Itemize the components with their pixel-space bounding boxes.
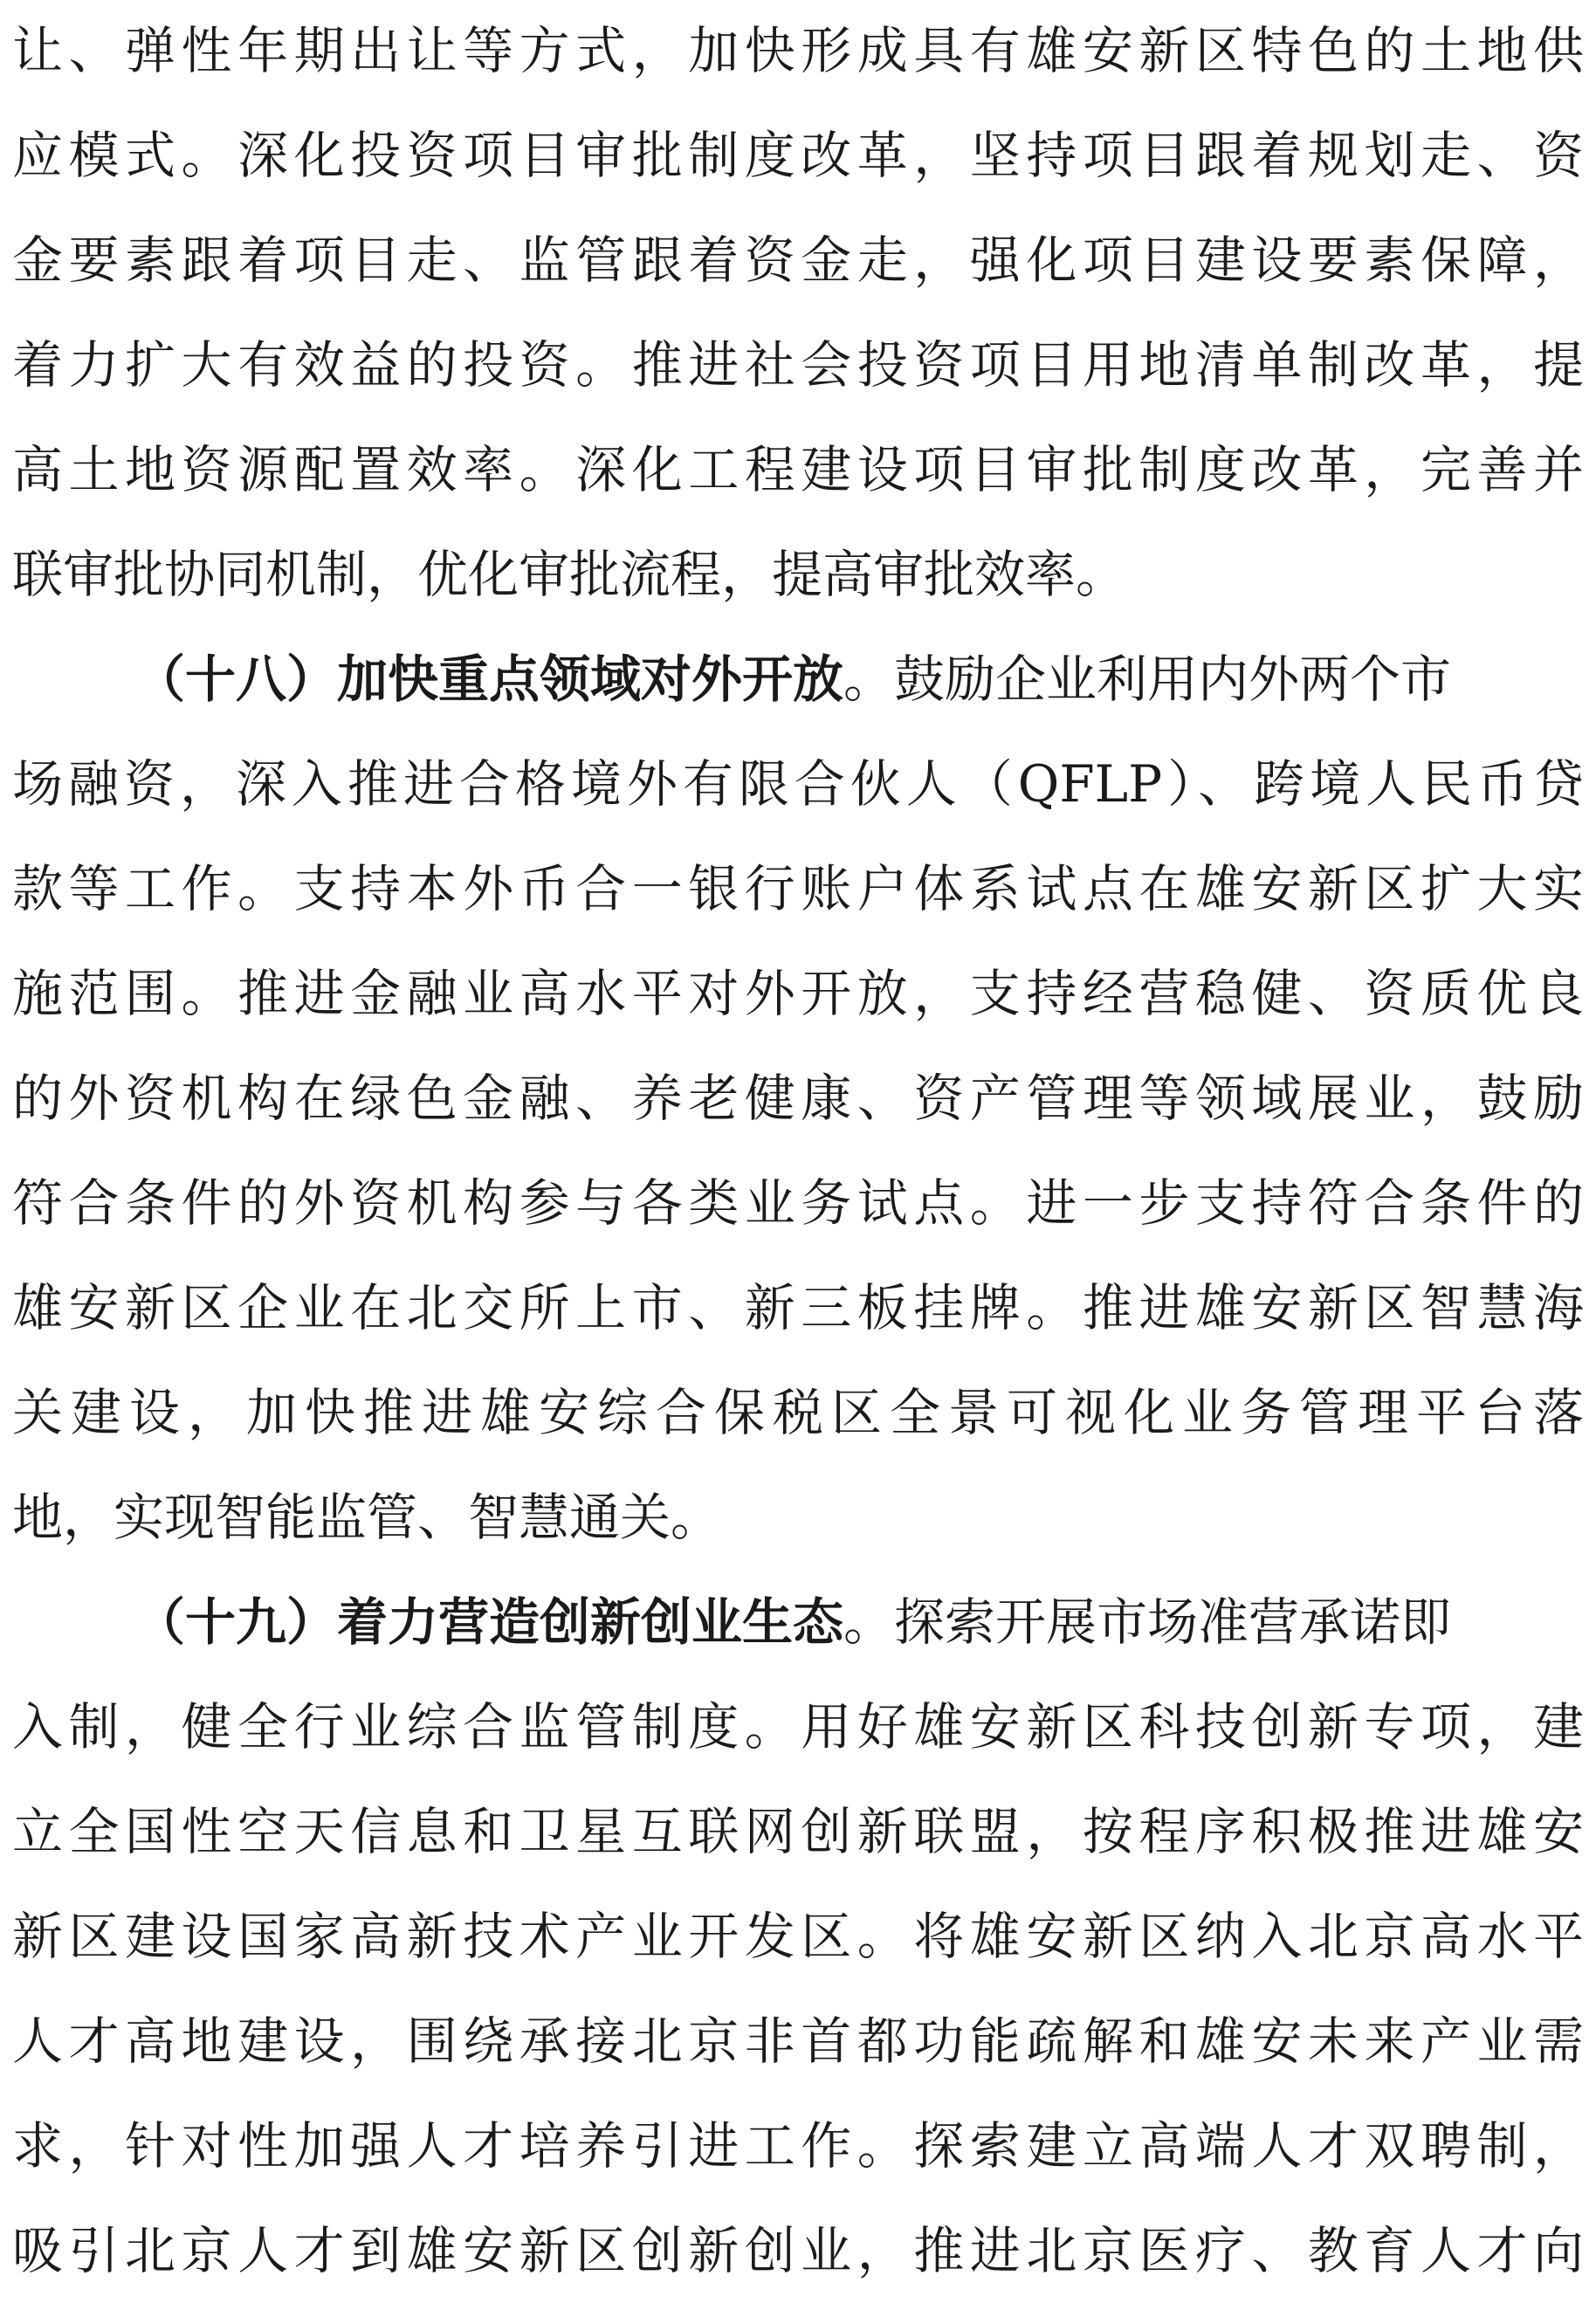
document-body — [12, 0, 1584, 2303]
text-line: 应模式。深化投资项目审批制度改革，坚持项目跟着规划走、资 — [12, 126, 1584, 185]
text-line: 场融资，深入推进合格境外有限合伙人（QFLP）、跨境人民币贷 — [12, 754, 1584, 814]
text-line: 关建设，加快推进雄安综合保税区全景可视化业务管理平台落 — [12, 1383, 1584, 1442]
paragraph-first-line — [12, 1570, 1584, 1674]
text-run: 。鼓励企业利用内外两个市 — [843, 650, 1452, 709]
text-line: 人才高地建设，围绕承接北京非首都功能疏解和雄安未来产业需 — [12, 2011, 1584, 2071]
text-line: 吸引北京人才到雄安新区创新创业，推进北京医疗、教育人才向 — [12, 2221, 1584, 2280]
text-run: 。探索开展市场准营承诺即 — [843, 1592, 1452, 1652]
text-line: 入制，健全行业综合监管制度。用好雄安新区科技创新专项，建 — [12, 1697, 1584, 1757]
text-line: 款等工作。支持本外币合一银行账户体系试点在雄安新区扩大实 — [12, 859, 1584, 918]
text-line: 雄安新区企业在北交所上市、新三板挂牌。推进雄安新区智慧海 — [12, 1278, 1584, 1337]
section-heading: （十九）着力营造创新创业生态 — [134, 1592, 844, 1652]
text-line: 金要素跟着项目走、监管跟着资金走，强化项目建设要素保障， — [12, 230, 1584, 290]
text-line: 新区建设国家高新技术产业开发区。将雄安新区纳入北京高水平 — [12, 1907, 1584, 1966]
paragraph-first-line — [12, 627, 1584, 732]
paragraph — [12, 627, 1584, 1570]
section-heading: （十八）加快重点领域对外开放 — [134, 650, 844, 709]
text-line: 让、弹性年期出让等方式，加快形成具有雄安新区特色的土地供 — [12, 21, 1584, 80]
text-line: 高土地资源配置效率。深化工程建设项目审批制度改革，完善并 — [12, 440, 1584, 499]
text-line: 联审批协同机制，优化审批流程，提高审批效率。 — [12, 545, 1127, 604]
text-line: 地，实现智能监管、智慧通关。 — [12, 1488, 722, 1547]
text-line: 施范围。推进金融业高水平对外开放，支持经营稳健、资质优良 — [12, 964, 1584, 1023]
text-line: 立全国性空天信息和卫星互联网创新联盟，按程序积极推进雄安 — [12, 1802, 1584, 1861]
text-line: 的外资机构在绿色金融、养老健康、资产管理等领域展业，鼓励 — [12, 1069, 1584, 1128]
paragraph — [12, 1570, 1584, 2303]
paragraph — [12, 0, 1584, 627]
text-line: 符合条件的外资机构参与各类业务试点。进一步支持符合条件的 — [12, 1173, 1584, 1233]
text-line: 着力扩大有效益的投资。推进社会投资项目用地清单制改革，提 — [12, 335, 1584, 395]
text-line: 求，针对性加强人才培养引进工作。探索建立高端人才双聘制， — [12, 2116, 1584, 2176]
